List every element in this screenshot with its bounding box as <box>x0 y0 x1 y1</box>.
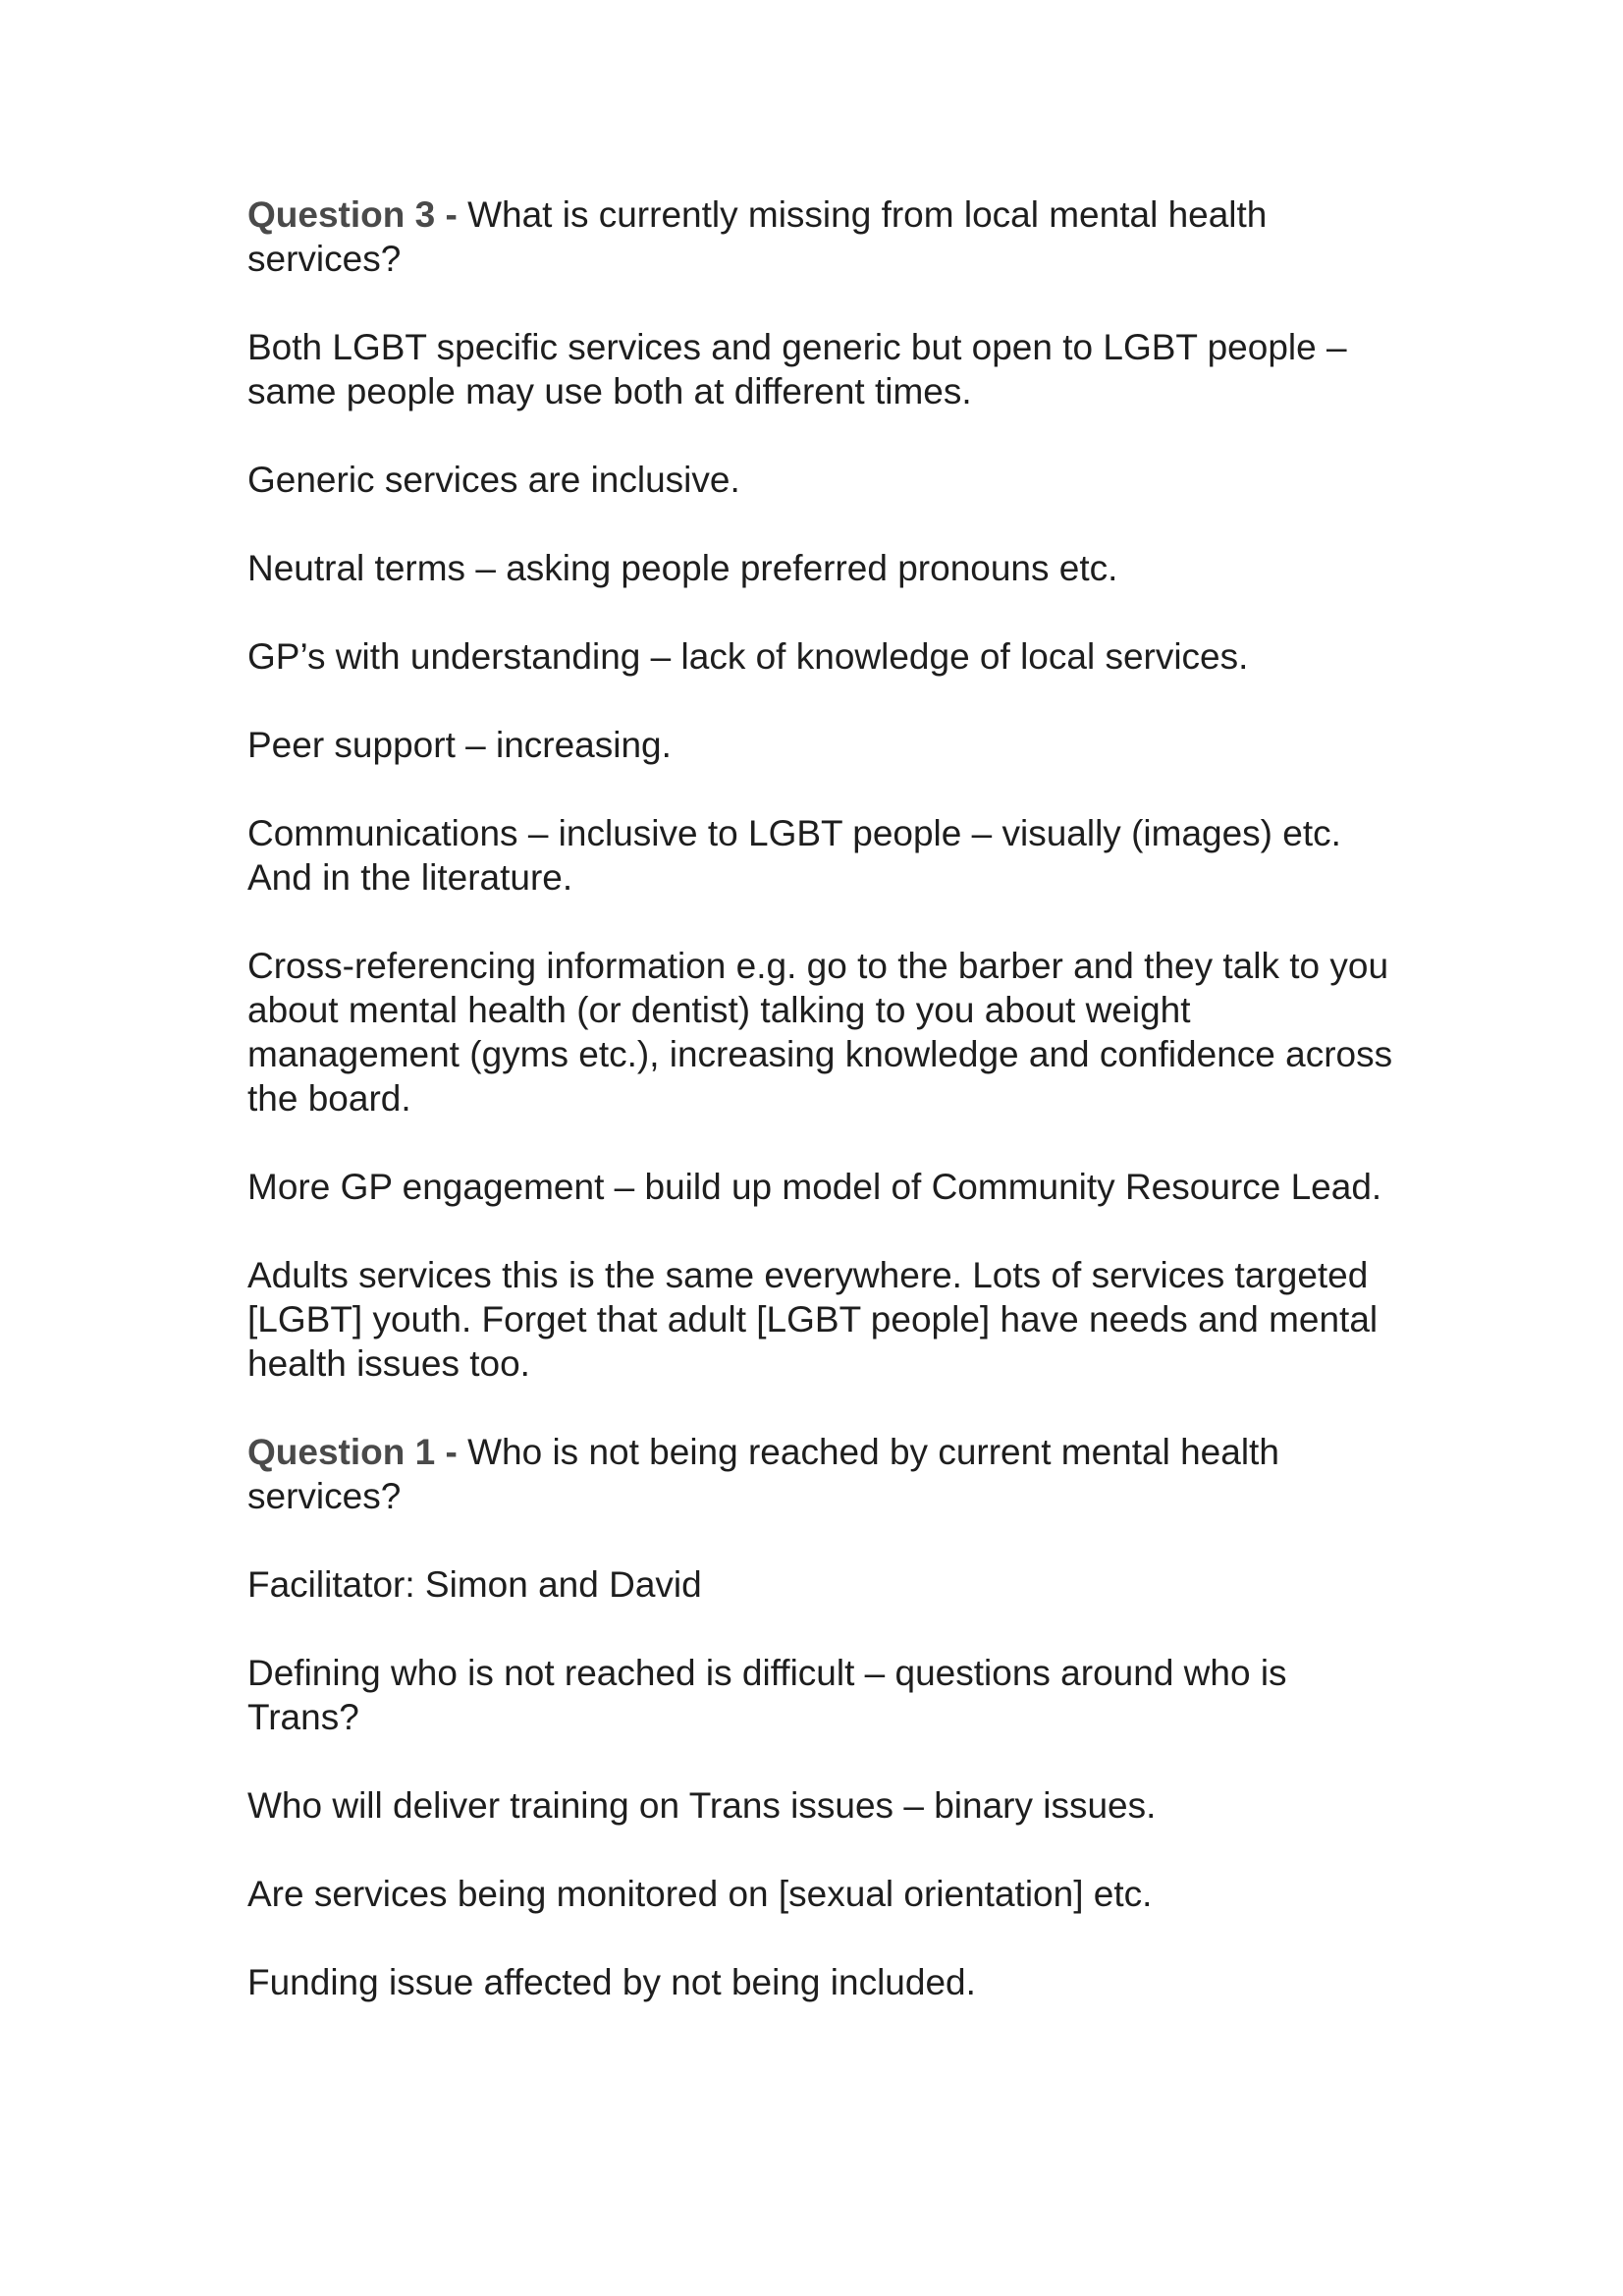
question-3-text: What is currently missing from local mental health services? <box>247 194 1268 279</box>
question-1-text: Who is not being reached by current mental health services? <box>247 1432 1279 1516</box>
paragraph-gps-understanding: GP’s with understanding – lack of knowledge of local services. <box>247 636 1249 677</box>
paragraph-generic-services: Generic services are inclusive. <box>247 460 740 500</box>
paragraph-peer-support: Peer support – increasing. <box>247 725 672 765</box>
paragraph-trans-training: Who will deliver training on Trans issues – binary issues. <box>247 1785 1157 1826</box>
paragraph-adult-services: Adults services this is the same everywhere. Lots of services targeted [LGBT] youth. Forget that adult [LGBT people] have needs and mental health issues too. <box>247 1255 1379 1384</box>
paragraph-funding: Funding issue affected by not being included. <box>247 1962 976 2002</box>
paragraph-both-lgbt: Both LGBT specific services and generic but open to LGBT people – same people may use both at different times. <box>247 327 1347 411</box>
paragraph-neutral-terms: Neutral terms – asking people preferred pronouns etc. <box>247 548 1118 588</box>
paragraph-facilitator: Facilitator: Simon and David <box>247 1564 702 1605</box>
document-page <box>247 192 1406 2049</box>
question-3-heading <box>247 192 1406 281</box>
paragraph-communications: Communications – inclusive to LGBT people – visually (images) etc. And in the literature. <box>247 813 1341 898</box>
paragraph-cross-referencing: Cross-referencing information e.g. go to the barber and they talk to you about mental health (or dentist) talking to you about weight management (gyms etc.), increasing knowledge and confidence across the board. <box>247 946 1393 1119</box>
question-1-label: Question 1 - <box>247 1432 458 1472</box>
question-3-label: Question 3 - <box>247 194 458 235</box>
question-1-heading <box>247 1430 1406 1518</box>
paragraph-monitoring: Are services being monitored on [sexual orientation] etc. <box>247 1874 1153 1914</box>
paragraph-defining-who: Defining who is not reached is difficult – questions around who is Trans? <box>247 1653 1287 1737</box>
paragraph-gp-engagement: More GP engagement – build up model of Community Resource Lead. <box>247 1167 1382 1207</box>
